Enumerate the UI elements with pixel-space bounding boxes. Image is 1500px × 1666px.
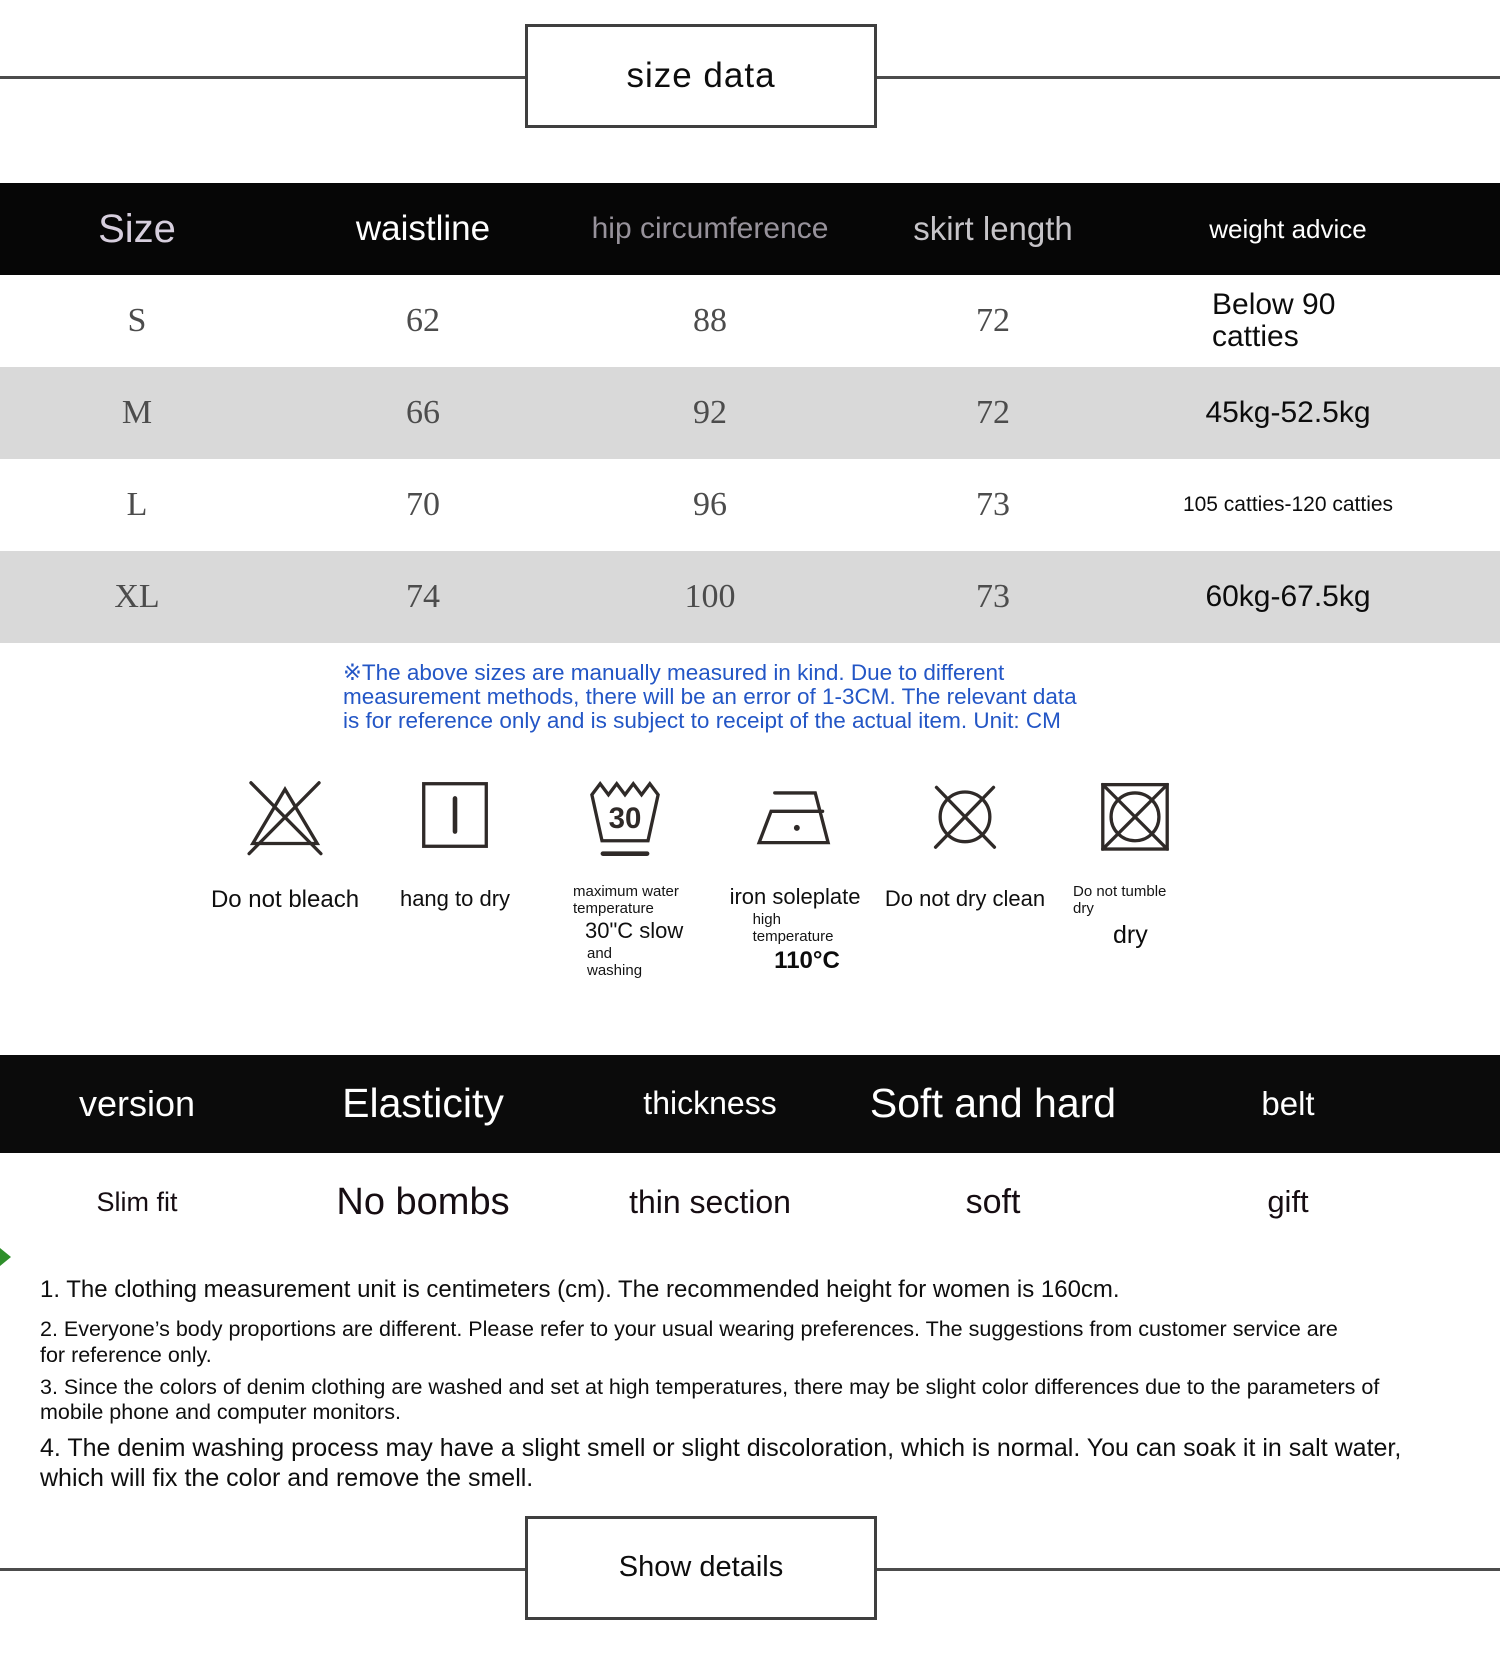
table-row-xl bbox=[0, 551, 1500, 643]
iron-high-temp-icon bbox=[749, 769, 841, 861]
column-header-hip: hip circumference bbox=[591, 212, 829, 245]
do-not-bleach-icon bbox=[239, 769, 331, 861]
attr-header-soft-and-hard: Soft and hard bbox=[869, 1080, 1117, 1127]
column-header-skirt-length: skirt length bbox=[913, 210, 1073, 247]
attr-header-belt: belt bbox=[1261, 1084, 1315, 1122]
notes-section bbox=[40, 1276, 1460, 1494]
note-4: 4. The denim washing process may have a slight smell or slight discoloration, which is normal. You can soak it in salt water, which will fix the color and remove the smell. bbox=[40, 1433, 1402, 1493]
footer-section bbox=[0, 1502, 1500, 1666]
care-label-stack: maximum water temperature 30"C slow and washing bbox=[573, 883, 684, 979]
attr-value-thickness: thin section bbox=[629, 1183, 791, 1220]
cell-weight: 45kg-52.5kg bbox=[1205, 395, 1371, 429]
cell-waist: 70 bbox=[406, 486, 440, 523]
attr-value-soft-and-hard: soft bbox=[965, 1182, 1021, 1221]
cell-size: M bbox=[121, 394, 153, 431]
attr-value-version: Slim fit bbox=[96, 1186, 178, 1217]
table-row-s bbox=[0, 275, 1500, 367]
table-row-m bbox=[0, 367, 1500, 459]
care-item-iron bbox=[710, 769, 880, 979]
table-row-l bbox=[0, 459, 1500, 551]
cell-weight: Below 90 catties bbox=[1212, 287, 1336, 353]
care-instructions bbox=[200, 769, 1300, 979]
care-label: Do not dry clean bbox=[884, 886, 1046, 911]
cell-hip: 100 bbox=[684, 578, 736, 615]
column-header-size: Size bbox=[98, 206, 176, 251]
cell-size: XL bbox=[114, 578, 160, 615]
cell-skirt: 72 bbox=[976, 302, 1010, 339]
cell-waist: 66 bbox=[406, 394, 440, 431]
show-details-button[interactable] bbox=[525, 1516, 877, 1620]
column-header-waistline: waistline bbox=[355, 209, 491, 248]
green-corner-mark bbox=[0, 1248, 11, 1266]
size-data-title-box bbox=[525, 24, 877, 128]
care-label-stack: iron soleplate high temperature 110°C bbox=[729, 884, 861, 974]
care-item-hang-to-dry bbox=[370, 769, 540, 979]
note-3: 3. Since the colors of denim clothing are washed and set at high temperatures, there may be slight color differences due to the parameters of mobile phone and computer monitors. bbox=[40, 1374, 1380, 1425]
wash-30-icon bbox=[579, 769, 671, 861]
care-label: hang to dry bbox=[399, 886, 511, 911]
care-item-wash-30 bbox=[540, 769, 710, 979]
cell-hip: 88 bbox=[693, 302, 727, 339]
cell-hip: 92 bbox=[693, 394, 727, 431]
attribute-values-row bbox=[0, 1181, 1500, 1224]
hang-to-dry-icon bbox=[409, 769, 501, 861]
attr-value-elasticity: No bombs bbox=[336, 1180, 510, 1223]
cell-hip: 96 bbox=[693, 486, 727, 523]
care-label-stack: Do not tumble dry dry bbox=[1073, 883, 1167, 950]
cell-size: L bbox=[126, 486, 148, 523]
size-table-header-row bbox=[0, 183, 1500, 275]
cell-waist: 62 bbox=[406, 302, 440, 339]
attribute-header-bar bbox=[0, 1055, 1500, 1153]
cell-size: S bbox=[127, 302, 147, 339]
size-table bbox=[0, 183, 1500, 643]
care-item-do-not-bleach bbox=[200, 769, 370, 979]
show-details-label: Show details bbox=[618, 1551, 784, 1584]
cell-weight: 105 catties-120 catties bbox=[1182, 492, 1394, 516]
attr-header-version: version bbox=[78, 1082, 196, 1124]
wash-temp-number: 30 bbox=[608, 801, 642, 835]
attr-header-thickness: thickness bbox=[643, 1085, 777, 1122]
note-2: 2. Everyone’s body proportions are different. Please refer to your usual wearing preferences. The suggestions from customer service are for reference only. bbox=[40, 1317, 1338, 1367]
cell-weight: 60kg-67.5kg bbox=[1205, 579, 1371, 613]
column-header-weight: weight advice bbox=[1209, 213, 1367, 244]
care-label: Do not bleach bbox=[210, 886, 360, 913]
attr-value-belt: gift bbox=[1267, 1184, 1309, 1220]
measurement-note-line: ※The above sizes are manually measured in kind. Due to different bbox=[343, 660, 1005, 685]
attr-header-elasticity: Elasticity bbox=[342, 1080, 504, 1127]
cell-waist: 74 bbox=[406, 578, 440, 615]
do-not-tumble-dry-icon bbox=[1089, 769, 1181, 861]
care-item-do-not-dry-clean bbox=[880, 769, 1050, 979]
cell-skirt: 73 bbox=[976, 578, 1010, 615]
cell-skirt: 73 bbox=[976, 486, 1010, 523]
do-not-dry-clean-icon bbox=[919, 769, 1011, 861]
title-section bbox=[0, 0, 1500, 158]
cell-skirt: 72 bbox=[976, 394, 1010, 431]
note-1: 1. The clothing measurement unit is centimeters (cm). The recommended height for women is 160cm. bbox=[40, 1275, 1120, 1303]
care-item-do-not-tumble-dry bbox=[1050, 769, 1220, 979]
measurement-note-line: is for reference only and is subject to receipt of the actual item. Unit: CM bbox=[343, 708, 1061, 733]
page-title: size data bbox=[626, 56, 776, 95]
measurement-note-line: measurement methods, there will be an error of 1-3CM. The relevant data bbox=[343, 684, 1077, 709]
measurement-note bbox=[343, 661, 1123, 733]
